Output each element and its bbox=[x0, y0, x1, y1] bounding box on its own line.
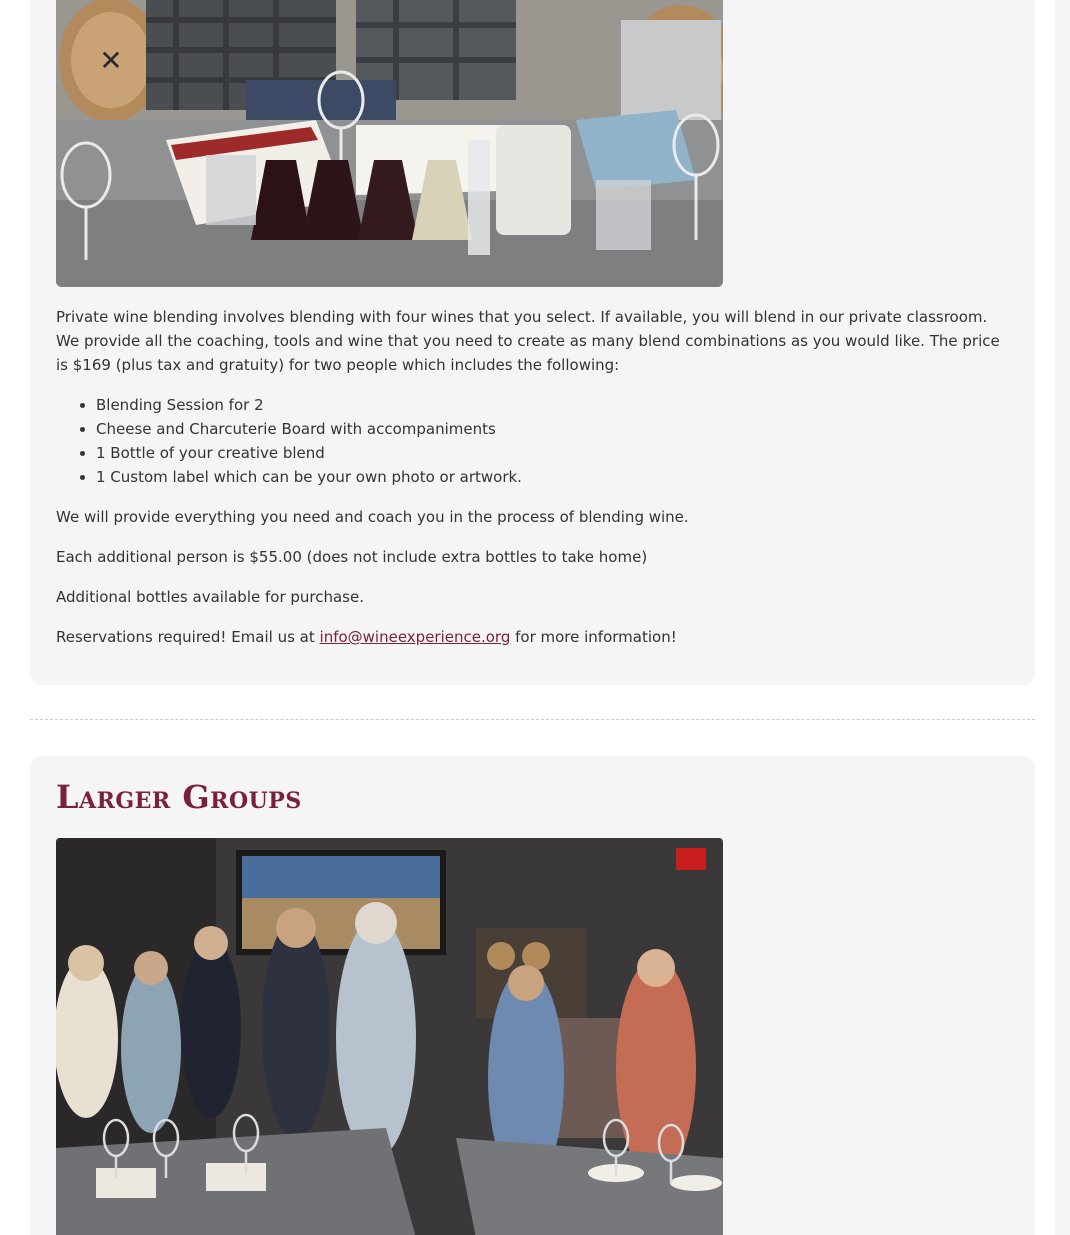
section-title: Larger Groups bbox=[56, 778, 302, 816]
intro-paragraph: Private wine blending involves blending with four wines that you select. If available, you will blend in our private classroom. We provide all the coaching, tools and wine that you need to create as many blend combinations as you would like. The price is $169 (plus tax and gratuity) for two people which includes the following: bbox=[56, 308, 1000, 374]
reservation-paragraph bbox=[56, 625, 1006, 649]
larger-groups-card bbox=[30, 756, 1035, 1235]
includes-list bbox=[56, 393, 1006, 489]
private-blending-content bbox=[56, 305, 1006, 665]
provide-paragraph: We will provide everything you need and coach you in the process of blending wine. bbox=[56, 508, 689, 526]
right-rail bbox=[1055, 0, 1070, 1235]
email-link[interactable]: info@wineexperience.org bbox=[319, 628, 511, 646]
wine-blending-photo bbox=[56, 0, 723, 287]
list-item: • Cheese and Charcuterie Board with accompaniments bbox=[96, 417, 1006, 441]
private-blending-card bbox=[30, 0, 1035, 685]
list-item: • Blending Session for 2 bbox=[96, 393, 1006, 417]
reservation-prefix: Reservations required! Email us at bbox=[56, 628, 320, 646]
list-item: • 1 Custom label which can be your own photo or artwork. bbox=[96, 465, 1006, 489]
svg-text:✕: ✕ bbox=[99, 44, 123, 77]
additional-person-paragraph: Each additional person is $55.00 (does not include extra bottles to take home) bbox=[56, 548, 648, 566]
reservation-suffix: for more information! bbox=[510, 628, 677, 646]
list-item: • 1 Bottle of your creative blend bbox=[96, 441, 1006, 465]
section-divider bbox=[30, 719, 1035, 720]
group-tasting-photo bbox=[56, 838, 723, 1235]
additional-bottles-paragraph: Additional bottles available for purchase. bbox=[56, 588, 364, 606]
